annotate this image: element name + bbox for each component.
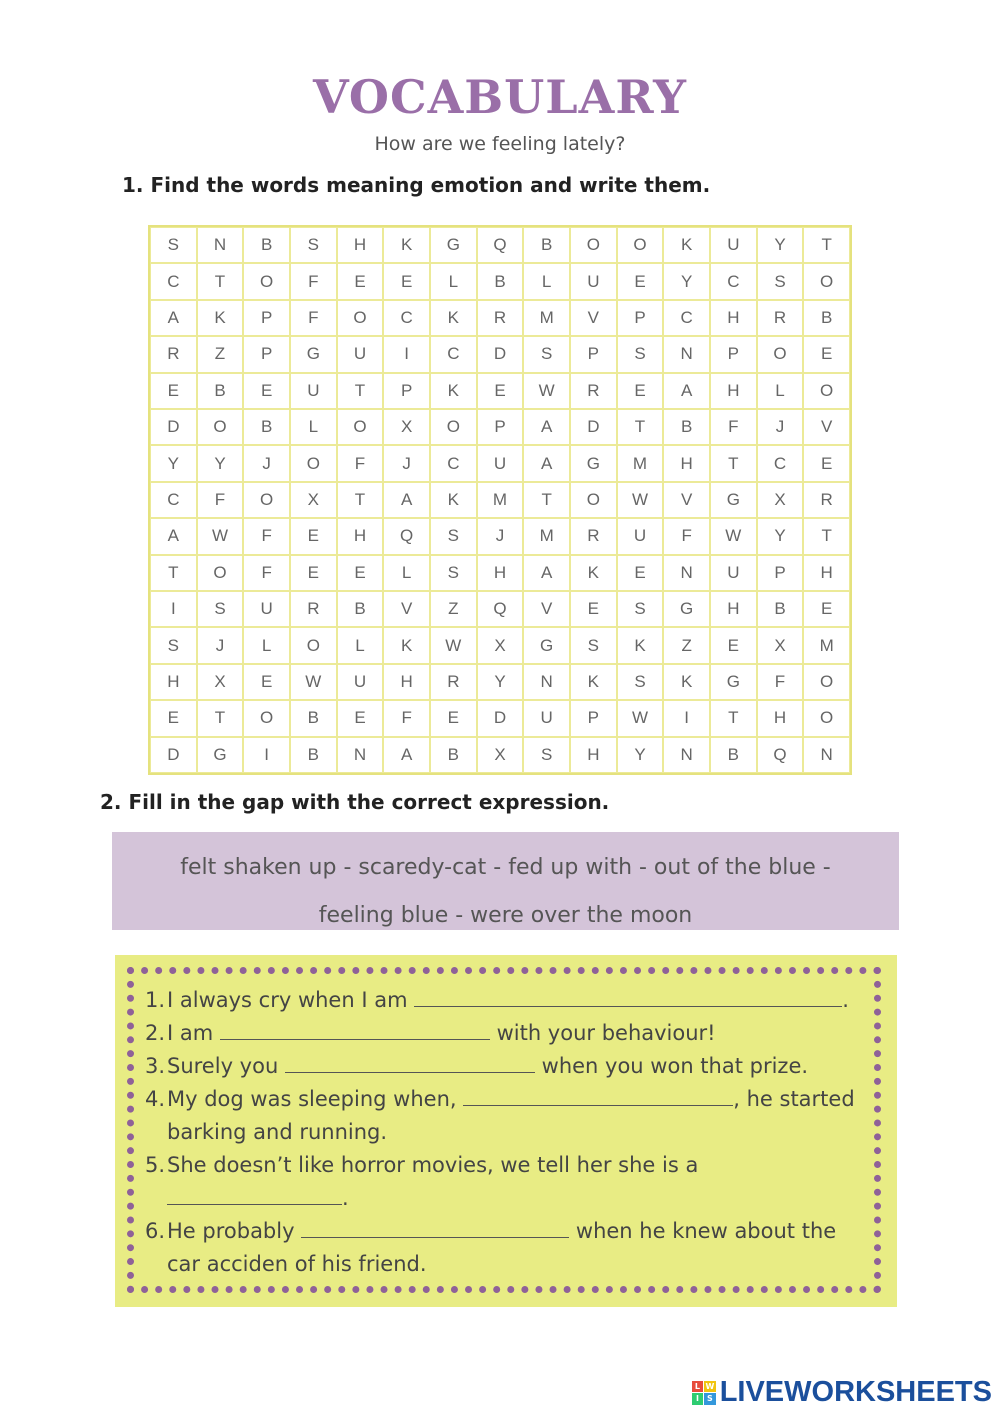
grid-cell[interactable]: S xyxy=(150,627,197,663)
grid-cell[interactable]: K xyxy=(197,300,244,336)
grid-cell[interactable]: M xyxy=(523,300,570,336)
grid-cell[interactable]: W xyxy=(523,373,570,409)
grid-cell[interactable]: Y xyxy=(757,227,804,263)
grid-cell[interactable]: F xyxy=(290,300,337,336)
grid-cell[interactable]: Z xyxy=(663,627,710,663)
grid-cell[interactable]: B xyxy=(477,263,524,299)
grid-cell[interactable]: D xyxy=(477,700,524,736)
answer-blank-2[interactable] xyxy=(220,1017,490,1040)
sentence-number: 3. xyxy=(145,1054,166,1078)
grid-cell[interactable]: G xyxy=(523,627,570,663)
grid-cell[interactable]: E xyxy=(430,700,477,736)
grid-cell[interactable]: C xyxy=(710,263,757,299)
grid-cell[interactable]: P xyxy=(243,336,290,372)
sentence-text: He probably xyxy=(167,1219,295,1243)
sentence-text: I am xyxy=(167,1021,214,1045)
grid-cell[interactable]: A xyxy=(383,737,430,773)
grid-cell[interactable]: S xyxy=(617,591,664,627)
grid-cell[interactable]: Q xyxy=(383,518,430,554)
grid-cell[interactable]: E xyxy=(290,518,337,554)
grid-cell[interactable]: R xyxy=(150,336,197,372)
sentence-5 xyxy=(145,1149,860,1215)
grid-cell[interactable]: C xyxy=(150,482,197,518)
grid-cell[interactable]: A xyxy=(150,300,197,336)
grid-cell[interactable]: A xyxy=(663,373,710,409)
grid-cell[interactable]: O xyxy=(803,263,850,299)
grid-cell[interactable]: N xyxy=(663,555,710,591)
grid-cell[interactable]: K xyxy=(430,482,477,518)
grid-cell[interactable]: O xyxy=(570,227,617,263)
grid-cell[interactable]: L xyxy=(430,263,477,299)
grid-cell[interactable]: T xyxy=(523,482,570,518)
grid-cell[interactable]: S xyxy=(757,263,804,299)
grid-cell[interactable]: O xyxy=(757,336,804,372)
grid-cell[interactable]: G xyxy=(430,227,477,263)
grid-cell[interactable]: K xyxy=(570,555,617,591)
grid-cell[interactable]: Q xyxy=(757,737,804,773)
grid-cell[interactable]: S xyxy=(290,227,337,263)
grid-cell[interactable]: T xyxy=(617,409,664,445)
grid-cell[interactable]: X xyxy=(477,737,524,773)
grid-cell[interactable]: H xyxy=(663,445,710,481)
grid-cell[interactable]: H xyxy=(803,555,850,591)
answer-blank-1[interactable] xyxy=(414,984,842,1007)
grid-cell[interactable]: K xyxy=(617,627,664,663)
grid-cell[interactable]: A xyxy=(150,518,197,554)
grid-cell[interactable]: E xyxy=(150,373,197,409)
grid-cell[interactable]: M xyxy=(523,518,570,554)
sentence-list xyxy=(145,984,860,1281)
grid-cell[interactable]: K xyxy=(383,627,430,663)
grid-cell[interactable]: W xyxy=(430,627,477,663)
grid-cell[interactable]: E xyxy=(803,336,850,372)
grid-cell[interactable]: M xyxy=(477,482,524,518)
grid-cell[interactable]: W xyxy=(617,482,664,518)
grid-cell[interactable]: O xyxy=(803,664,850,700)
grid-cell[interactable]: H xyxy=(337,227,384,263)
grid-cell[interactable]: G xyxy=(663,591,710,627)
logo-mark-tile: L xyxy=(692,1381,704,1393)
grid-cell[interactable]: F xyxy=(197,482,244,518)
grid-cell[interactable]: Y xyxy=(197,445,244,481)
grid-cell[interactable]: C xyxy=(430,336,477,372)
grid-cell[interactable]: E xyxy=(570,591,617,627)
grid-cell[interactable]: K xyxy=(430,373,477,409)
grid-cell[interactable]: H xyxy=(710,300,757,336)
answer-blank-3[interactable] xyxy=(285,1050,535,1073)
grid-cell[interactable]: G xyxy=(197,737,244,773)
grid-cell[interactable]: A xyxy=(523,409,570,445)
grid-cell[interactable]: F xyxy=(290,263,337,299)
grid-cell[interactable]: U xyxy=(570,263,617,299)
grid-cell[interactable]: R xyxy=(430,664,477,700)
grid-cell[interactable]: H xyxy=(710,591,757,627)
grid-cell[interactable]: W xyxy=(197,518,244,554)
grid-cell[interactable]: J xyxy=(383,445,430,481)
grid-cell[interactable]: O xyxy=(197,555,244,591)
grid-cell[interactable]: S xyxy=(523,336,570,372)
word-bank-line-2: feeling blue - were over the moon xyxy=(318,903,693,928)
grid-cell[interactable]: R xyxy=(757,300,804,336)
grid-cell[interactable]: D xyxy=(150,737,197,773)
sentence-number: 2. xyxy=(145,1021,166,1045)
grid-cell[interactable]: A xyxy=(383,482,430,518)
grid-cell[interactable]: I xyxy=(383,336,430,372)
grid-cell[interactable]: N xyxy=(663,737,710,773)
grid-cell[interactable]: I xyxy=(150,591,197,627)
question-1-heading: 1. Find the words meaning emotion and write them. xyxy=(122,173,711,197)
grid-cell[interactable]: I xyxy=(663,700,710,736)
grid-cell[interactable]: V xyxy=(803,409,850,445)
grid-cell[interactable]: O xyxy=(243,482,290,518)
sentence-text: She doesn’t like horror movies, we tell her she is a xyxy=(167,1153,699,1177)
grid-cell[interactable]: E xyxy=(243,664,290,700)
sentence-text-end: with your behaviour! xyxy=(496,1021,716,1045)
grid-cell[interactable]: X xyxy=(197,664,244,700)
sentence-4 xyxy=(145,1083,860,1149)
grid-cell[interactable]: S xyxy=(617,664,664,700)
grid-cell[interactable]: E xyxy=(337,263,384,299)
sentence-6 xyxy=(145,1215,860,1281)
sentence-text: Surely you xyxy=(167,1054,279,1078)
grid-cell[interactable]: T xyxy=(337,373,384,409)
grid-cell[interactable]: N xyxy=(337,737,384,773)
grid-cell[interactable]: Y xyxy=(617,737,664,773)
grid-cell[interactable]: J xyxy=(243,445,290,481)
grid-cell[interactable]: U xyxy=(617,518,664,554)
grid-cell[interactable]: O xyxy=(803,700,850,736)
answer-blank-4[interactable] xyxy=(463,1083,733,1106)
grid-cell[interactable]: G xyxy=(710,664,757,700)
grid-cell[interactable]: O xyxy=(617,227,664,263)
grid-cell[interactable]: T xyxy=(337,482,384,518)
grid-cell[interactable]: L xyxy=(757,373,804,409)
grid-cell[interactable]: E xyxy=(617,373,664,409)
grid-cell[interactable]: S xyxy=(617,336,664,372)
grid-cell[interactable]: B xyxy=(803,300,850,336)
grid-cell[interactable]: E xyxy=(803,591,850,627)
grid-cell[interactable]: S xyxy=(430,518,477,554)
grid-cell[interactable]: M xyxy=(617,445,664,481)
grid-cell[interactable]: F xyxy=(710,409,757,445)
grid-cell[interactable]: Z xyxy=(430,591,477,627)
grid-cell[interactable]: F xyxy=(757,664,804,700)
grid-cell[interactable]: V xyxy=(383,591,430,627)
grid-cell[interactable]: O xyxy=(290,627,337,663)
grid-cell[interactable]: U xyxy=(337,336,384,372)
sentence-number: 5. xyxy=(145,1153,166,1177)
page-subtitle: How are we feeling lately? xyxy=(374,133,626,155)
word-search-grid xyxy=(148,225,852,775)
grid-cell[interactable]: G xyxy=(710,482,757,518)
grid-cell[interactable]: B xyxy=(290,737,337,773)
grid-cell[interactable]: D xyxy=(570,409,617,445)
grid-cell[interactable]: E xyxy=(710,627,757,663)
grid-cell[interactable]: P xyxy=(477,409,524,445)
grid-cell[interactable]: G xyxy=(570,445,617,481)
grid-cell[interactable]: V xyxy=(570,300,617,336)
grid-cell[interactable]: H xyxy=(150,664,197,700)
grid-cell[interactable]: J xyxy=(477,518,524,554)
grid-cell[interactable]: F xyxy=(243,555,290,591)
grid-cell[interactable]: B xyxy=(243,409,290,445)
liveworksheets-logo xyxy=(692,1376,992,1409)
grid-cell[interactable]: T xyxy=(710,700,757,736)
grid-cell[interactable]: O xyxy=(243,263,290,299)
grid-cell[interactable]: K xyxy=(663,664,710,700)
sentence-number: 4. xyxy=(145,1087,166,1111)
sentence-text-end: when you won that prize. xyxy=(541,1054,809,1078)
grid-cell[interactable]: E xyxy=(337,555,384,591)
grid-cell[interactable]: O xyxy=(290,445,337,481)
grid-cell[interactable]: R xyxy=(803,482,850,518)
grid-cell[interactable]: T xyxy=(803,227,850,263)
grid-cell[interactable]: O xyxy=(197,409,244,445)
grid-cell[interactable]: O xyxy=(243,700,290,736)
logo-mark-tile: S xyxy=(704,1393,716,1405)
sentence-1 xyxy=(145,984,860,1017)
grid-cell[interactable]: D xyxy=(150,409,197,445)
sentence-text-end: . xyxy=(842,988,849,1012)
grid-cell[interactable]: H xyxy=(710,373,757,409)
grid-cell[interactable]: P xyxy=(757,555,804,591)
grid-cell[interactable]: W xyxy=(710,518,757,554)
grid-cell[interactable]: U xyxy=(243,591,290,627)
grid-cell[interactable]: C xyxy=(757,445,804,481)
sentence-text-end: , he started barking and running. xyxy=(167,1087,855,1144)
grid-cell[interactable]: E xyxy=(617,263,664,299)
grid-cell[interactable]: T xyxy=(803,518,850,554)
grid-cell[interactable]: N xyxy=(803,737,850,773)
grid-cell[interactable]: H xyxy=(477,555,524,591)
grid-cell[interactable]: E xyxy=(150,700,197,736)
grid-cell[interactable]: A xyxy=(523,445,570,481)
grid-cell[interactable]: C xyxy=(150,263,197,299)
grid-cell[interactable]: K xyxy=(570,664,617,700)
grid-cell[interactable]: V xyxy=(523,591,570,627)
logo-mark-icon xyxy=(692,1381,716,1405)
grid-cell[interactable]: H xyxy=(757,700,804,736)
grid-cell[interactable]: P xyxy=(243,300,290,336)
grid-cell[interactable]: D xyxy=(477,336,524,372)
grid-cell[interactable]: N xyxy=(523,664,570,700)
grid-cell[interactable]: P xyxy=(570,336,617,372)
grid-cell[interactable]: C xyxy=(383,300,430,336)
grid-cell[interactable]: B xyxy=(337,591,384,627)
grid-cell[interactable]: R xyxy=(570,518,617,554)
grid-cell[interactable]: W xyxy=(290,664,337,700)
grid-cell[interactable]: Y xyxy=(757,518,804,554)
grid-cell[interactable]: N xyxy=(663,336,710,372)
grid-cell[interactable]: R xyxy=(570,373,617,409)
grid-cell[interactable]: Q xyxy=(477,591,524,627)
grid-cell[interactable]: H xyxy=(383,664,430,700)
question-2-heading: 2. Fill in the gap with the correct expression. xyxy=(100,790,610,814)
grid-cell[interactable]: T xyxy=(197,700,244,736)
grid-cell[interactable]: Y xyxy=(477,664,524,700)
grid-cell[interactable]: J xyxy=(197,627,244,663)
grid-cell[interactable]: H xyxy=(570,737,617,773)
sentence-number: 6. xyxy=(145,1219,166,1243)
grid-cell[interactable]: L xyxy=(383,555,430,591)
grid-cell[interactable]: C xyxy=(430,445,477,481)
grid-cell[interactable]: B xyxy=(197,373,244,409)
grid-cell[interactable]: O xyxy=(337,409,384,445)
logo-text: LIVEWORKSHEETS xyxy=(719,1376,992,1408)
grid-cell[interactable]: K xyxy=(430,300,477,336)
grid-cell[interactable]: B xyxy=(663,409,710,445)
grid-cell[interactable]: U xyxy=(477,445,524,481)
sentence-2 xyxy=(145,1017,860,1050)
grid-cell[interactable]: S xyxy=(150,227,197,263)
word-bank xyxy=(112,832,899,930)
grid-cell[interactable]: P xyxy=(617,300,664,336)
page-title: VOCABULARY xyxy=(313,70,687,124)
sentence-text-end: . xyxy=(342,1186,349,1210)
grid-cell[interactable]: L xyxy=(337,627,384,663)
grid-cell[interactable]: F xyxy=(383,700,430,736)
grid-cell[interactable]: K xyxy=(663,227,710,263)
grid-cell[interactable]: L xyxy=(290,409,337,445)
grid-cell[interactable]: S xyxy=(430,555,477,591)
answer-blank-6[interactable] xyxy=(301,1215,569,1238)
grid-cell[interactable]: Y xyxy=(663,263,710,299)
grid-cell[interactable]: A xyxy=(523,555,570,591)
grid-cell[interactable]: L xyxy=(243,627,290,663)
grid-cell[interactable]: Y xyxy=(150,445,197,481)
grid-cell[interactable]: I xyxy=(243,737,290,773)
grid-cell[interactable]: O xyxy=(430,409,477,445)
grid-cell[interactable]: G xyxy=(290,336,337,372)
grid-cell[interactable]: V xyxy=(663,482,710,518)
grid-cell[interactable]: S xyxy=(197,591,244,627)
grid-cell[interactable]: B xyxy=(430,737,477,773)
answer-blank-5[interactable] xyxy=(167,1182,342,1205)
logo-mark-tile: I xyxy=(692,1393,704,1405)
sentence-text-end: when he knew about the car acciden of his friend. xyxy=(167,1219,837,1276)
grid-cell[interactable]: T xyxy=(150,555,197,591)
grid-cell[interactable]: U xyxy=(523,700,570,736)
grid-cell[interactable]: E xyxy=(337,700,384,736)
grid-cell[interactable]: U xyxy=(710,227,757,263)
grid-cell[interactable]: B xyxy=(243,227,290,263)
grid-cell[interactable]: B xyxy=(290,700,337,736)
grid-cell[interactable]: O xyxy=(570,482,617,518)
grid-cell[interactable]: R xyxy=(477,300,524,336)
grid-cell[interactable]: U xyxy=(337,664,384,700)
grid-cell[interactable]: R xyxy=(290,591,337,627)
grid-cell[interactable]: W xyxy=(617,700,664,736)
grid-cell[interactable]: X xyxy=(477,627,524,663)
grid-cell[interactable]: S xyxy=(570,627,617,663)
grid-cell[interactable]: M xyxy=(803,627,850,663)
word-bank-line-1: felt shaken up - scaredy-cat - fed up with - out of the blue - xyxy=(180,855,831,880)
grid-cell[interactable]: E xyxy=(243,373,290,409)
grid-cell[interactable]: E xyxy=(803,445,850,481)
grid-cell[interactable]: Q xyxy=(477,227,524,263)
grid-cell[interactable]: O xyxy=(337,300,384,336)
grid-cell[interactable]: H xyxy=(337,518,384,554)
grid-cell[interactable]: L xyxy=(523,263,570,299)
grid-cell[interactable]: B xyxy=(523,227,570,263)
grid-cell[interactable]: F xyxy=(663,518,710,554)
grid-cell[interactable]: F xyxy=(243,518,290,554)
sentence-text: My dog was sleeping when, xyxy=(167,1087,457,1111)
grid-cell[interactable]: F xyxy=(337,445,384,481)
grid-cell[interactable]: S xyxy=(523,737,570,773)
grid-cell[interactable]: O xyxy=(803,373,850,409)
grid-cell[interactable]: X xyxy=(383,409,430,445)
grid-cell[interactable]: P xyxy=(383,373,430,409)
grid-cell[interactable]: U xyxy=(290,373,337,409)
logo-mark-tile: W xyxy=(705,1381,715,1391)
grid-cell[interactable]: X xyxy=(757,482,804,518)
grid-cell[interactable]: T xyxy=(710,445,757,481)
grid-cell[interactable]: J xyxy=(757,409,804,445)
grid-cell[interactable]: E xyxy=(617,555,664,591)
grid-cell[interactable]: B xyxy=(757,591,804,627)
grid-cell[interactable]: K xyxy=(383,227,430,263)
sentence-text: I always cry when I am xyxy=(167,988,408,1012)
grid-cell[interactable]: C xyxy=(663,300,710,336)
grid-cell[interactable]: E xyxy=(290,555,337,591)
sentence-number: 1. xyxy=(145,988,166,1012)
grid-cell[interactable]: X xyxy=(290,482,337,518)
sentence-3 xyxy=(145,1050,860,1083)
grid-cell[interactable]: B xyxy=(710,737,757,773)
grid-cell[interactable]: N xyxy=(197,227,244,263)
grid-cell[interactable]: X xyxy=(757,627,804,663)
grid-cell[interactable]: U xyxy=(710,555,757,591)
grid-cell[interactable]: E xyxy=(477,373,524,409)
grid-cell[interactable]: P xyxy=(710,336,757,372)
grid-cell[interactable]: E xyxy=(383,263,430,299)
grid-cell[interactable]: P xyxy=(570,700,617,736)
grid-cell[interactable]: T xyxy=(197,263,244,299)
grid-cell[interactable]: Z xyxy=(197,336,244,372)
